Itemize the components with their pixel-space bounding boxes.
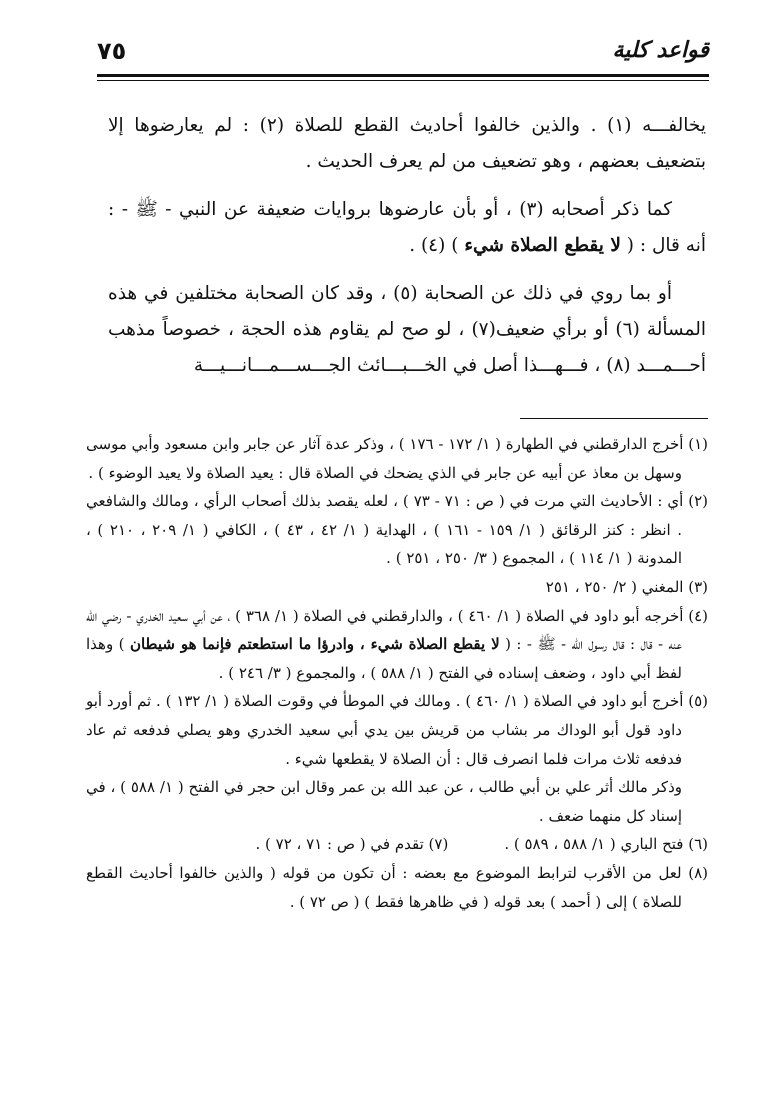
footnote-5: (٥) أخرج أبو داود في الصلاة ( ١/ ٤٦٠ ) . ومالك في الموطأ في وقوت الصلاة ( ١/ ١٣٢ ) . ثم أورد أبو داود قول أبو الوداك مر بشاب من قريش بين يدي أبي سعيد الخدري وهو يصلي فدفعه ثم عاد فدفعه ثلاث مرات فلما انصرف قال : أن الصلاة لا يقطعها شيء . [86, 692, 708, 768]
main-text [108, 108, 706, 396]
hadith-quote: لا يقطع الصلاة شيء [464, 235, 621, 256]
footnote-4-text-b: ) وهذا لفظ أبي داود ، وضعف إسناده في الفتح ( ١/ ٥٨٨ ) ، والمجموع ( ٣/ ٢٤٦ ) . [86, 635, 682, 682]
footnote-1: (١) أخرج الدارقطني في الطهارة ( ١/ ١٧٢ - ١٧٦ ) ، وذكر عدة آثار عن جابر وابن مسعود وأبي موسى وسهل بن معاذ عن أبيه عن جابر في الذي يضحك في الصلاة قال : يعيد الصلاة ولا يعيد الوضوء ) . [86, 435, 708, 482]
paragraph-3: أو بما روي في ذلك عن الصحابة (٥) ، وقد كان الصحابة مختلفين في هذه المسألة (٦) أو برأي ضعيف(٧) ، لو صح لم يقاوم هذه الحجة ، خصوصاً مذهب أحـــمـــد (٨) ، فـــهـــذا أصل في الخـــبـــائث الجـــســـمـــانـــيـــة [108, 283, 706, 376]
footnotes-6-7-row [86, 830, 708, 859]
footnote-4-text-a: (٤) أخرجه أبو داود في الصلاة ( ١/ ٤٦٠ ) ، والدارقطني في الصلاة ( ١/ ٣٦٨ ) ، عن أبي سعيد الخدري - رضي الله عنه - قال : قال رسول الله - ﷺ - : ( [86, 606, 709, 654]
paragraph-2-text-a: كما ذكر أصحابه (٣) ، أو بأن عارضوها بروايات ضعيفة عن النبي - ﷺ - : أنه قال : ( [108, 199, 706, 256]
paragraph-1: يخالفـــه (١) . والذين خالفوا أحاديث القطع للصلاة (٢) : لم يعارضوها إلا بتضعيف بعضهم ، وهو تضعيف من لم يعرف الحديث . [108, 115, 707, 172]
footnotes [86, 430, 708, 916]
footnote-3: (٣) المغني ( ٢/ ٢٥٠ ، ٢٥١ [545, 577, 708, 596]
footnote-4 [86, 602, 708, 688]
book-title: قواعد كلية [612, 38, 709, 63]
paragraph-2-text-b: ) (٤) . [409, 235, 465, 256]
footnote-2: (٢) أي : الأحاديث التي مرت في ( ص : ٧١ - ٧٣ ) ، لعله يقصد بذلك أصحاب الرأي ، ومالك والشافعي . انظر : كنز الرقائق ( ١/ ١٥٩ - ١٦١ ) ، الهداية ( ١/ ٤٢ ، ٤٣ ) ، الكافي ( ١/ ٢٠٩ ، ٢١٠ ) ، المدونة ( ١/ ١١٤ ) ، المجموع ( ٣/ ٢٥٠ ، ٢٥١ ) . [86, 492, 708, 568]
page-number: ٧٥ [97, 37, 127, 65]
running-header [97, 36, 709, 70]
header-rule-thin [97, 80, 709, 81]
footnote-separator [520, 418, 708, 419]
footnote-7: (٧) تقدم في ( ص : ٧١ ، ٧٢ ) . [255, 835, 449, 854]
header-rule-thick [97, 74, 709, 77]
footnote-5-continued: وذكر مالك أثر علي بن أبي طالب ، عن عبد الله بن عمر وقال ابن حجر في الفتح ( ١/ ٥٨٨ ) ، في إسناد كل منهما ضعف . [86, 778, 682, 825]
paragraph-2 [108, 192, 706, 264]
footnote-4-hadith: لا يقطع الصلاة شيء ، وادرؤا ما استطعتم فإنما هو شيطان [129, 635, 500, 654]
footnote-8: (٨) لعل من الأقرب لترابط الموضوع مع بعضه : أن تكون من قوله ( والذين خالفوا أحاديث القطع للصلاة ) إلى ( أحمد ) بعد قوله ( في ظاهرها فقط ) ( ص ٧٢ ) . [86, 863, 708, 911]
footnote-6: (٦) فتح الباري ( ١/ ٥٨٨ ، ٥٨٩ ) . [504, 835, 708, 854]
